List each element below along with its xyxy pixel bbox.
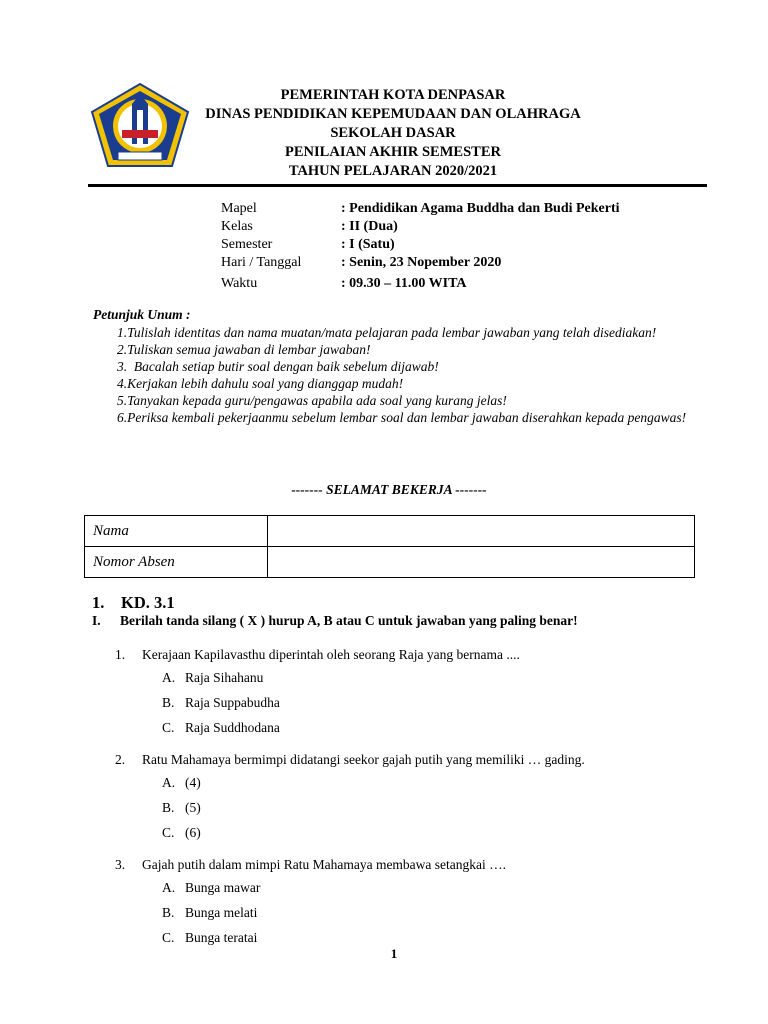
option-text: (4) bbox=[185, 775, 201, 790]
info-label: Mapel bbox=[221, 201, 257, 216]
instruction-item bbox=[93, 341, 694, 358]
option-text: Bunga mawar bbox=[185, 880, 261, 895]
instruction-item bbox=[93, 375, 694, 392]
instruction-text: Periksa kembali pekerjaanmu sebelum lembar soal dan lembar jawaban diserahkan kepada pengawas! bbox=[127, 410, 687, 425]
instructions-title: Petunjuk Unum : bbox=[93, 307, 191, 322]
question-number: 2. bbox=[115, 752, 126, 767]
instruction-number: 2. bbox=[117, 342, 128, 357]
absence-number-field[interactable] bbox=[268, 547, 695, 578]
info-label: Waktu bbox=[221, 276, 258, 291]
answer-option[interactable] bbox=[115, 875, 585, 900]
greeting-banner: ------- SELAMAT BEKERJA ------- bbox=[291, 482, 487, 497]
answer-option[interactable] bbox=[115, 820, 585, 845]
info-value: : Pendidikan Agama Buddha dan Budi Pekerti bbox=[341, 201, 620, 216]
option-text: Bunga teratai bbox=[185, 930, 258, 945]
table-row bbox=[85, 547, 695, 578]
page-number: 1 bbox=[390, 946, 398, 961]
info-value: : Senin, 23 Nopember 2020 bbox=[341, 255, 502, 270]
info-label: Semester bbox=[221, 237, 273, 252]
header-line-2: DINAS PENDIDIKAN KEPEMUDAAN DAN OLAHRAGA bbox=[205, 106, 581, 122]
instruction-roman-number: I. bbox=[92, 613, 101, 628]
section-number: 1. bbox=[92, 593, 105, 612]
question-stem bbox=[115, 645, 585, 665]
question-number: 3. bbox=[115, 857, 126, 872]
answer-option[interactable] bbox=[115, 715, 585, 740]
option-letter: C. bbox=[162, 825, 175, 840]
instruction-item bbox=[93, 324, 694, 341]
answer-option[interactable] bbox=[115, 900, 585, 925]
instruction-text: Tulislah identitas dan nama muatan/mata pelajaran pada lembar jawaban yang telah disediakan! bbox=[127, 325, 657, 340]
question-item bbox=[115, 855, 585, 950]
instruction-text: Tuliskan semua jawaban di lembar jawaban! bbox=[127, 342, 371, 357]
instruction-number: 6. bbox=[117, 410, 128, 425]
info-value: : II (Dua) bbox=[341, 219, 398, 234]
question-stem bbox=[115, 750, 585, 770]
option-text: Raja Suddhodana bbox=[185, 720, 280, 735]
instructions-general bbox=[93, 306, 694, 426]
instruction-number: 1. bbox=[117, 325, 128, 340]
question-stem bbox=[115, 855, 585, 875]
question-text: Kerajaan Kapilavasthu diperintah oleh seorang Raja yang bernama .... bbox=[142, 647, 520, 662]
section-instruction bbox=[92, 613, 578, 629]
option-letter: B. bbox=[162, 800, 175, 815]
identity-label: Nama bbox=[85, 516, 268, 547]
identity-label: Nomor Absen bbox=[85, 547, 268, 578]
section-heading bbox=[92, 593, 175, 613]
question-text: Gajah putih dalam mimpi Ratu Mahamaya membawa setangkai …. bbox=[142, 857, 507, 872]
question-text: Ratu Mahamaya bermimpi didatangi seekor gajah putih yang memiliki … gading. bbox=[142, 752, 585, 767]
info-label: Kelas bbox=[221, 219, 253, 234]
option-letter: A. bbox=[162, 775, 176, 790]
question-number: 1. bbox=[115, 647, 126, 662]
answer-option[interactable] bbox=[115, 690, 585, 715]
option-letter: B. bbox=[162, 905, 175, 920]
instruction-text: Berilah tanda silang ( X ) hurup A, B atau C untuk jawaban yang paling benar! bbox=[120, 613, 578, 628]
option-text: Raja Suppabudha bbox=[185, 695, 280, 710]
option-letter: C. bbox=[162, 930, 175, 945]
option-text: (6) bbox=[185, 825, 201, 840]
option-text: Raja Sihahanu bbox=[185, 670, 264, 685]
header-divider bbox=[88, 184, 707, 187]
option-text: (5) bbox=[185, 800, 201, 815]
option-letter: C. bbox=[162, 720, 175, 735]
table-row bbox=[85, 516, 695, 547]
instruction-text: Tanyakan kepada guru/pengawas apabila ada soal yang kurang jelas! bbox=[127, 393, 507, 408]
option-letter: A. bbox=[162, 880, 176, 895]
question-list bbox=[115, 645, 585, 960]
info-label: Hari / Tanggal bbox=[221, 255, 302, 270]
instruction-text: Bacalah setiap butir soal dengan baik sebelum dijawab! bbox=[127, 359, 439, 374]
option-text: Bunga melati bbox=[185, 905, 258, 920]
header-line-4: PENILAIAN AKHIR SEMESTER bbox=[285, 144, 501, 160]
question-item bbox=[115, 645, 585, 740]
answer-option[interactable] bbox=[115, 770, 585, 795]
info-value: : I (Satu) bbox=[341, 237, 395, 252]
instruction-number: 5. bbox=[117, 393, 128, 408]
info-value: : 09.30 – 11.00 WITA bbox=[341, 276, 467, 291]
question-item bbox=[115, 750, 585, 845]
instruction-item bbox=[93, 409, 694, 426]
letterhead bbox=[0, 86, 768, 181]
name-field[interactable] bbox=[268, 516, 695, 547]
option-letter: A. bbox=[162, 670, 176, 685]
identity-table bbox=[84, 515, 695, 578]
header-line-1: PEMERINTAH KOTA DENPASAR bbox=[280, 87, 506, 103]
header-line-3: SEKOLAH DASAR bbox=[330, 125, 456, 141]
instruction-item bbox=[93, 358, 694, 375]
instruction-text: Kerjakan lebih dahulu soal yang dianggap mudah! bbox=[127, 376, 404, 391]
section-label: KD. 3.1 bbox=[121, 593, 175, 612]
header-line-5: TAHUN PELAJARAN 2020/2021 bbox=[288, 163, 498, 179]
instruction-item bbox=[93, 392, 694, 409]
option-letter: B. bbox=[162, 695, 175, 710]
answer-option[interactable] bbox=[115, 665, 585, 690]
instruction-number: 3. bbox=[117, 359, 128, 374]
instruction-number: 4. bbox=[117, 376, 128, 391]
answer-option[interactable] bbox=[115, 795, 585, 820]
